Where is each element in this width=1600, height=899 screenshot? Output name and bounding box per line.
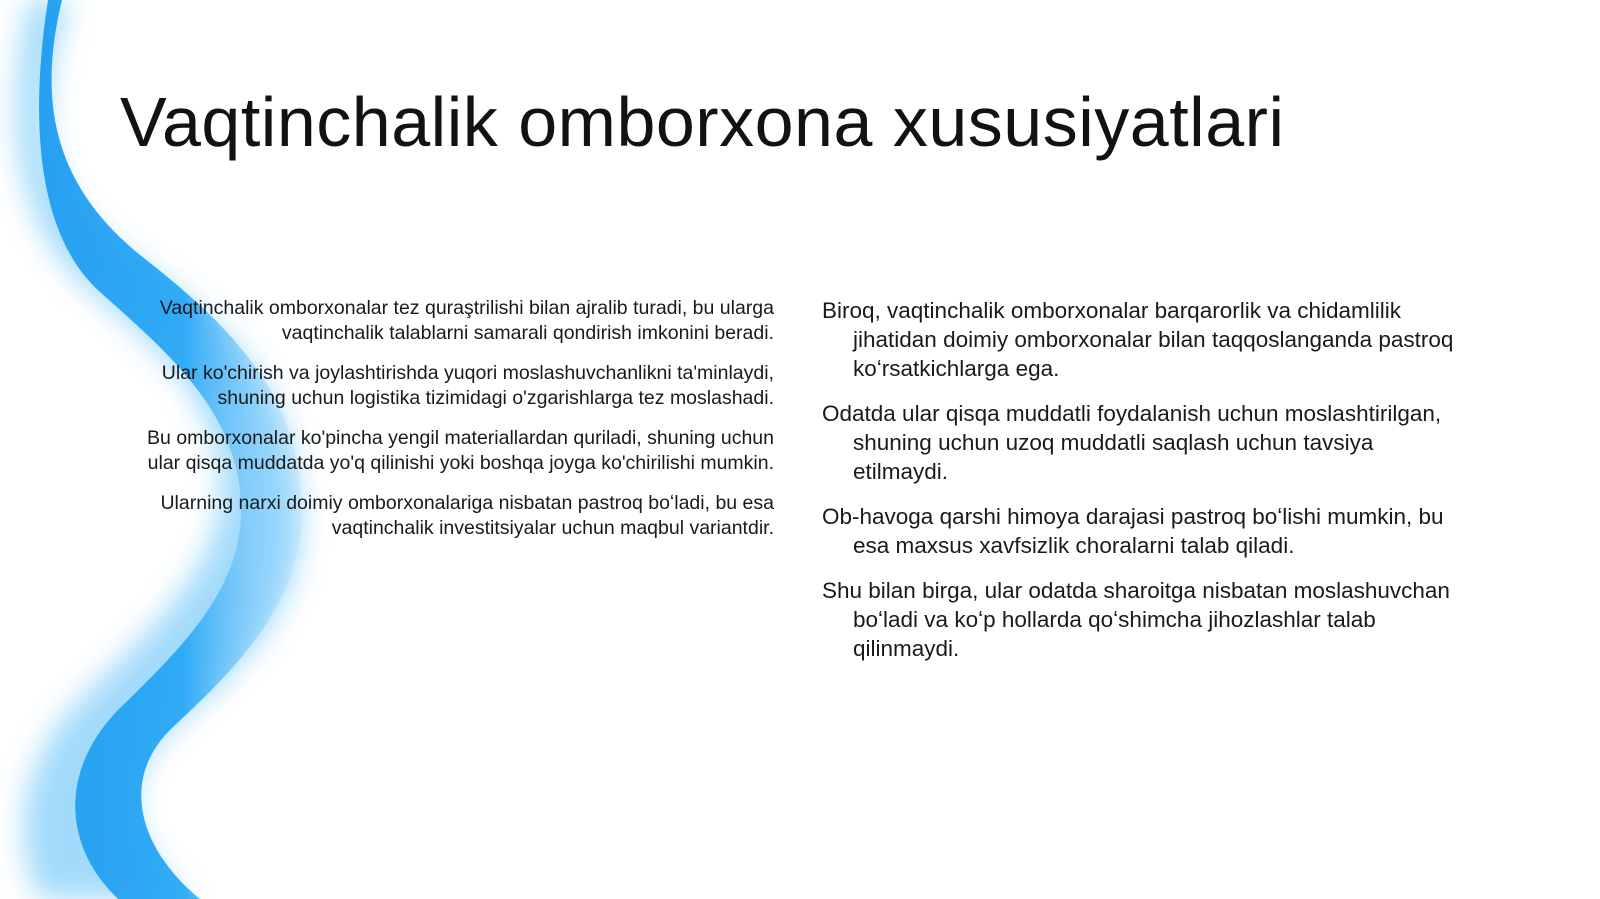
slide-title: Vaqtinchalik omborxona xususiyatlari [120, 83, 1285, 161]
left-paragraph: Ularning narxi doimiy omborxonalariga nisbatan pastroq boʻladi, bu esa vaqtinchalik investitsiyalar uchun maqbul variantdir. [160, 492, 774, 539]
right-paragraph: Biroq, vaqtinchalik omborxonalar barqarorlik va chidamlilik jihatidan doimiy omborxonalar bilan taqqoslanganda pastroq koʻrsatkichlarga ega. [822, 298, 1454, 381]
left-column [128, 296, 774, 556]
right-paragraph: Ob-havoga qarshi himoya darajasi pastroq boʻlishi mumkin, bu esa maxsus xavfsizlik choralarni talab qiladi. [822, 504, 1444, 558]
left-paragraph: Ular ko'chirish va joylashtirishda yuqori moslashuvchanlikni ta'minlaydi, shuning uchun logistika tizimidagi o'zgarishlarga tez moslashadi. [161, 362, 774, 409]
left-paragraph: Vaqtinchalik omborxonalar tez quraştrilishi bilan ajralib turadi, bu ularga vaqtinchalik talablarni samarali qondirish imkonini beradi. [159, 297, 774, 344]
right-column [822, 296, 1472, 679]
right-paragraph: Shu bilan birga, ular odatda sharoitga nisbatan moslashuvchan boʻladi va koʻp hollarda qoʻshimcha jihozlashlar talab qilinmaydi. [822, 578, 1450, 661]
left-paragraph: Bu omborxonalar ko'pincha yengil materiallardan quriladi, shuning uchun ular qisqa muddatda yo'q qilinishi yoki boshqa joyga ko'chirilishi mumkin. [146, 427, 774, 474]
right-paragraph: Odatda ular qisqa muddatli foydalanish uchun moslashtirilgan, shuning uchun uzoq muddatli saqlash uchun tavsiya etilmaydi. [822, 401, 1442, 484]
